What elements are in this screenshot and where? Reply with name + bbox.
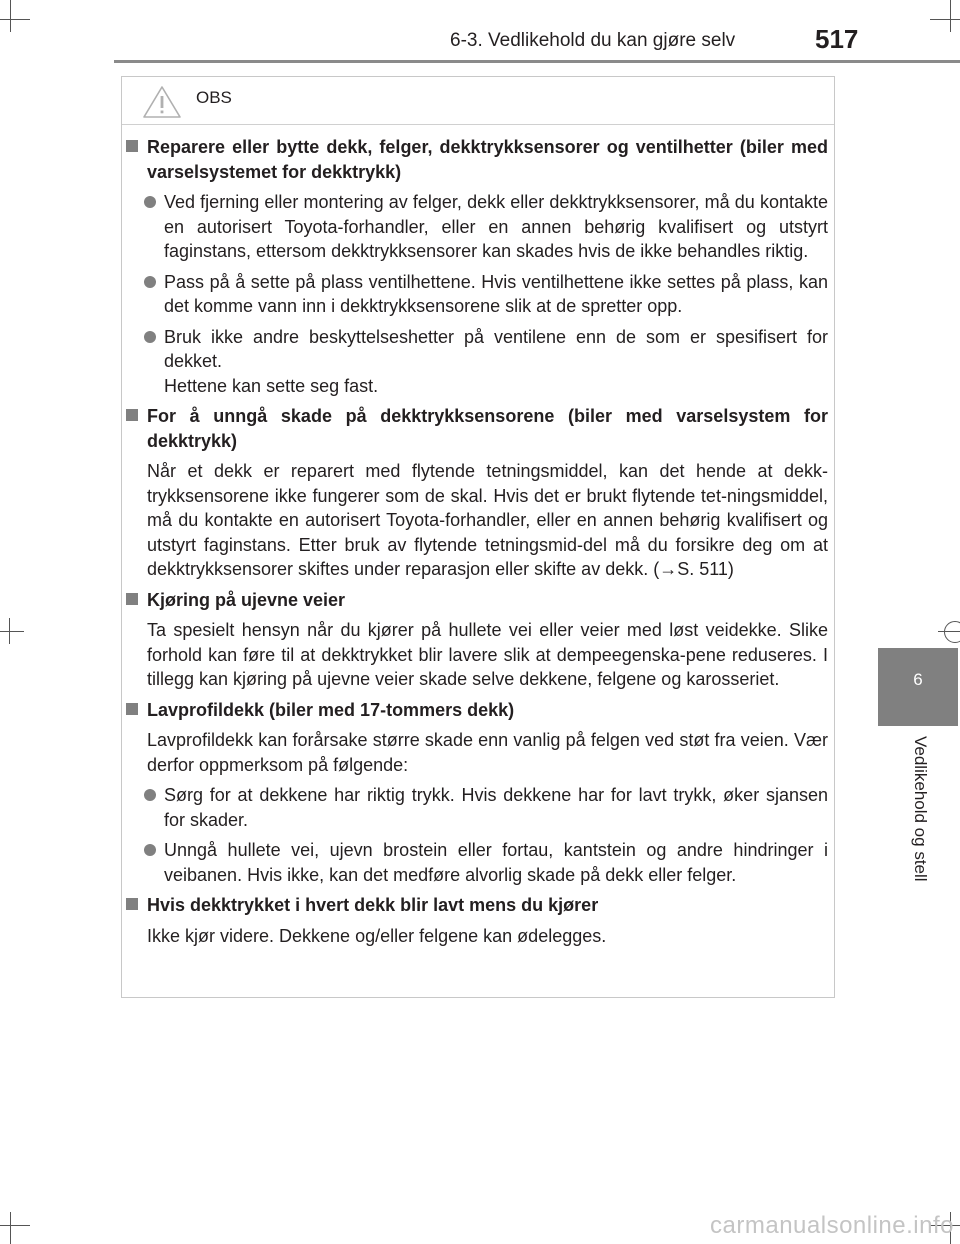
obs-divider [122, 124, 834, 125]
header-title: 6-3. Vedlikehold du kan gjøre selv [450, 30, 736, 51]
watermark: carmanualsonline.info [710, 1212, 954, 1239]
round-bullet-icon [144, 276, 156, 288]
section-heading [126, 893, 828, 918]
warning-triangle-icon [142, 85, 182, 119]
round-bullet-icon [144, 331, 156, 343]
list-item-text: Unngå hullete vei, ujevn brostein eller fortau, kantstein og andre hindringer i veibanen. Hvis ikke, kan det medføre alvorlig skade på dekk eller felger. [164, 840, 828, 885]
list-item-text: Sørg for at dekkene har riktig trykk. Hvis dekkene har for lavt trykk, øker sjansen for skader. [164, 785, 828, 830]
list-item-text: Bruk ikke andre beskyttelseshetter på ventilene enn de som er spesifisert for dekket. [164, 326, 828, 371]
round-bullet-icon [144, 789, 156, 801]
square-bullet-icon [126, 409, 138, 421]
paragraph-text: Ikke kjør videre. Dekkene og/eller felgene kan ødelegges. [147, 925, 607, 946]
list-item-note: Hettene kan sette seg fast. [164, 375, 379, 396]
square-bullet-icon [126, 140, 138, 152]
square-bullet-icon [126, 593, 138, 605]
list-item-text: Ved fjerning eller montering av felger, dekk eller dekktrykksensorer, må du kontakte en autorisert Toyota-forhandler, eller en annen behørig kvalifisert og utstyrt faginstans, ettersom dekktrykksensorer kan skades hvis de ikke behandles riktig. [164, 192, 828, 261]
section-paragraph [126, 924, 828, 949]
section-paragraph [126, 618, 828, 692]
obs-content [126, 135, 828, 954]
paragraph-text: Lavprofildekk kan forårsake større skade enn vanlig på felgen ved støt fra veien. Vær derfor oppmerksom på følgende: [147, 730, 828, 775]
section-heading-text: Reparere eller bytte dekk, felger, dekktrykksensorer og ventilhetter (biler med varselsystemet for dekktrykk) [147, 137, 828, 182]
chapter-number: 6 [913, 670, 923, 689]
list-item [126, 325, 828, 399]
square-bullet-icon [126, 898, 138, 910]
section-heading-text: Kjøring på ujevne veier [147, 589, 346, 610]
section-paragraph [126, 728, 828, 777]
header-rule [114, 60, 960, 63]
page-reference: →S. 511) [659, 559, 734, 579]
page-number: 517 [815, 24, 859, 54]
paragraph-text: Når et dekk er reparert med flytende tetningsmiddel, kan det hende at dekk-trykksensorene ikke fungerer som de skal. Hvis det er brukt flytende tet-ningsmiddel, må du kontakte en autorisert Toyota-forhandler, eller en annen behørig kvalifisert og utstyrt faginstans. Etter bruk av flytende tetningsmid-del må du forsikre deg om at dekktrykksensorer skiftes under reparasjon eller skifte av dekk. ( [147, 461, 828, 579]
section-heading-text: Lavprofildekk (biler med 17-tommers dekk) [147, 699, 515, 720]
chapter-label: Vedlikehold og stell [911, 736, 930, 882]
section-heading [126, 588, 828, 613]
section-heading [126, 698, 828, 723]
section-heading-text: For å unngå skade på dekktrykksensorene (biler med varselsystem for dekktrykk) [147, 406, 828, 451]
section-heading [126, 404, 828, 453]
list-item [126, 270, 828, 319]
round-bullet-icon [144, 844, 156, 856]
round-bullet-icon [144, 196, 156, 208]
section-heading-text: Hvis dekktrykket i hvert dekk blir lavt mens du kjører [147, 895, 599, 915]
square-bullet-icon [126, 703, 138, 715]
list-item [126, 190, 828, 264]
paragraph-text: Ta spesielt hensyn når du kjører på hullete vei eller veier med løst veidekke. Slike forhold kan føre til at dekktrykket blir lavere slik at dempeegenska-pene reduseres. I tillegg kan kjøring på ujevne veier skade selve dekkene, felgene og karosseriet. [147, 620, 828, 689]
chapter-tab [878, 648, 958, 726]
section-paragraph [126, 459, 828, 582]
list-item-text: Pass på å sette på plass ventilhettene. Hvis ventilhettene ikke settes på plass, kan det komme vann inn i dekktrykksensorene slik at de spretter opp. [164, 271, 828, 316]
list-item [126, 783, 828, 832]
list-item [126, 838, 828, 887]
obs-label: OBS [196, 88, 232, 107]
section-heading [126, 135, 828, 184]
obs-warning-box [121, 76, 835, 998]
